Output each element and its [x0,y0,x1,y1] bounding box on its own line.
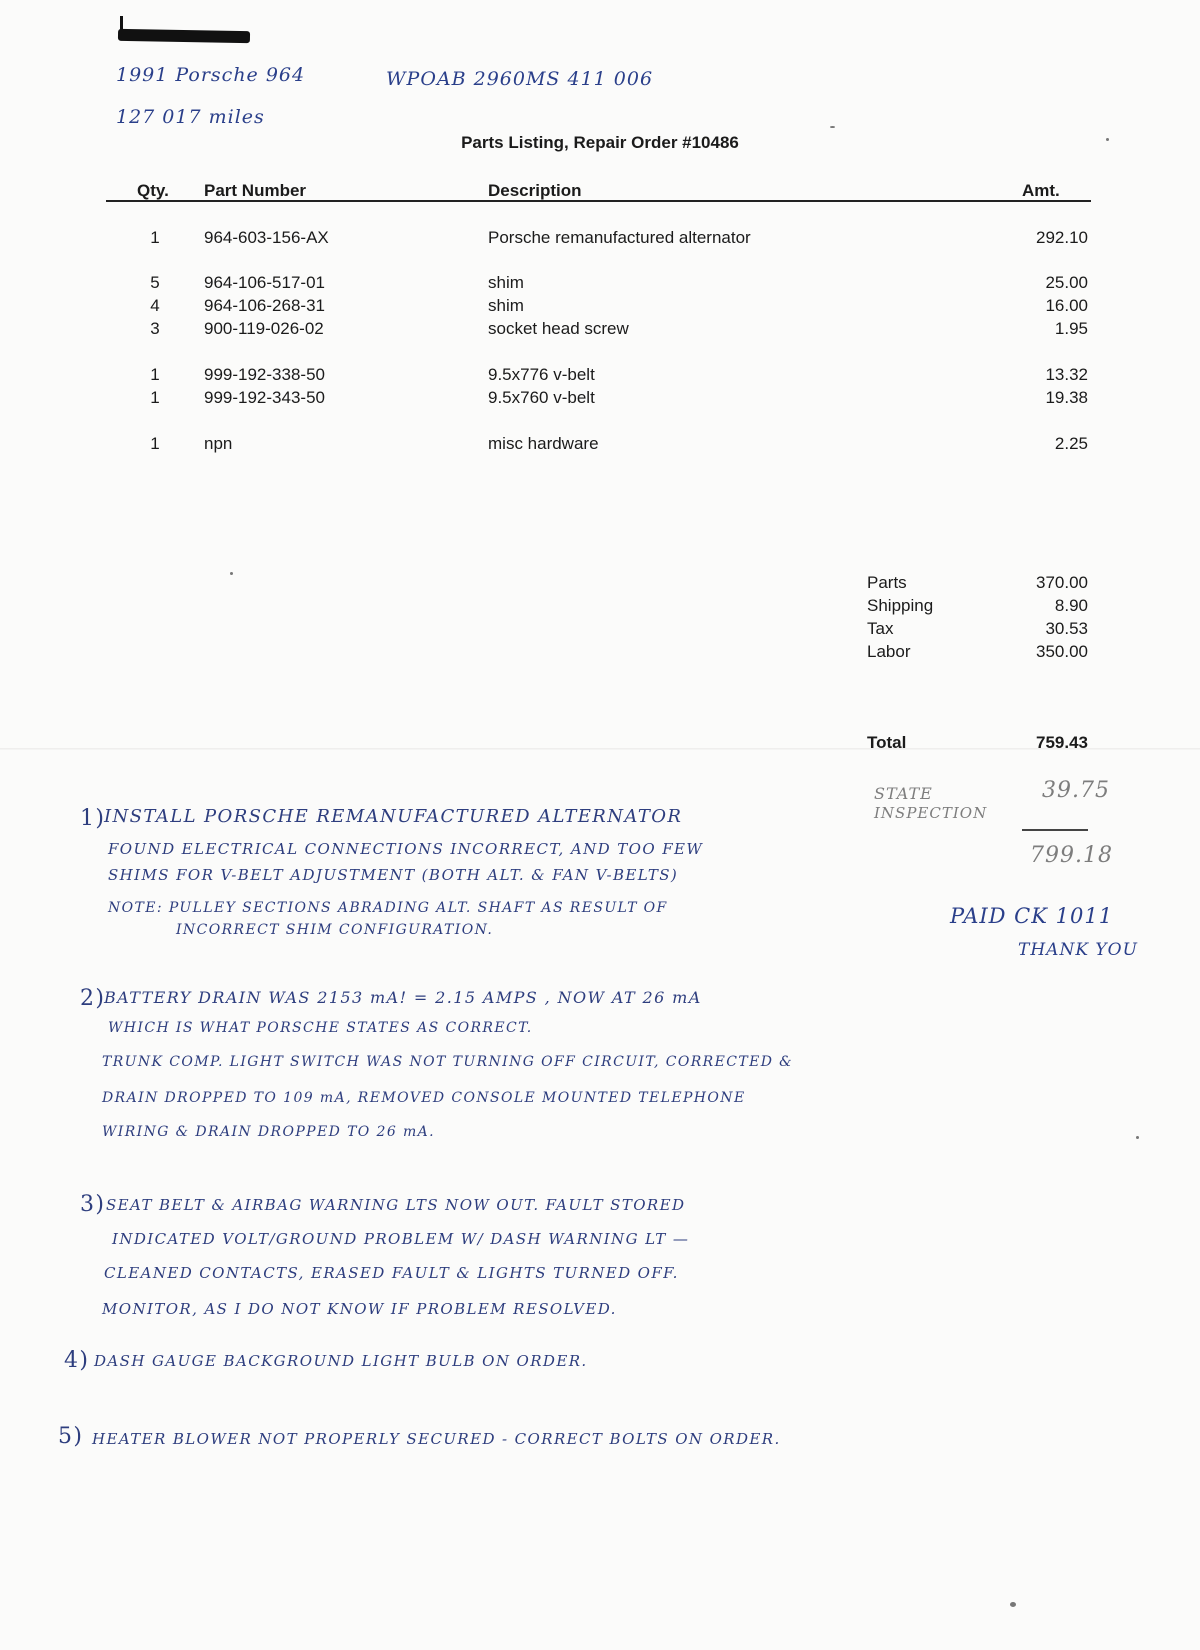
vin-note: WPOAB 2960MS 411 006 [386,68,654,90]
table-row [0,365,1200,387]
note-line: WHICH IS WHAT PORSCHE STATES AS CORRECT. [108,1020,533,1036]
note-line: INDICATED VOLT/GROUND PROBLEM W/ DASH WARNING LT — [112,1230,690,1248]
row-amount: 19.38 [1045,388,1088,407]
summary-label: Parts [867,573,907,592]
note-line: FOUND ELECTRICAL CONNECTIONS INCORRECT, AND TOO FEW [108,840,704,858]
summary-label: Shipping [867,596,934,615]
note-line: BATTERY DRAIN WAS 2153 mA! = 2.15 AMPS , NOW AT 26 mA [104,988,702,1007]
row-description: Porsche remanufactured alternator [488,228,751,247]
table-row [0,228,1200,250]
paid-note: PAID CK 1011 [950,904,1114,928]
summary-tax [0,619,1200,641]
header-rule [106,200,1091,202]
row-part-number: 964-106-268-31 [204,296,325,315]
header-description: Description [488,181,582,200]
row-amount: 292.10 [1036,228,1088,247]
summary-value: 370.00 [1036,573,1088,592]
note-line: INCORRECT SHIM CONFIGURATION. [176,922,494,938]
summary-value: 8.90 [1054,596,1088,615]
thank-you-note: THANK YOU [1018,940,1138,960]
vehicle-note: 1991 Porsche 964 [116,64,306,86]
summary-total [0,733,1200,755]
mileage-note: 127 017 miles [116,106,265,128]
row-qty: 1 [150,388,160,407]
note-line: DASH GAUGE BACKGROUND LIGHT BULB ON ORDER. [94,1352,588,1370]
note-line: WIRING & DRAIN DROPPED TO 26 mA. [102,1124,436,1140]
row-description: shim [488,296,524,315]
row-part-number: 964-603-156-AX [204,228,329,247]
summary-value: 350.00 [1036,642,1088,661]
state-inspection-amount: 39.75 [1042,778,1110,803]
summary-shipping [0,596,1200,618]
row-part-number: 999-192-343-50 [204,388,325,407]
row-amount: 13.32 [1045,365,1088,384]
row-part-number: 964-106-517-01 [204,273,325,292]
row-part-number: npn [204,434,233,453]
note-line: HEATER BLOWER NOT PROPERLY SECURED - CORRECT BOLTS ON ORDER. [92,1430,781,1448]
inspection-label: INSPECTION [874,804,988,822]
note-number: 5) [58,1424,84,1449]
row-description: shim [488,273,524,292]
note-line: DRAIN DROPPED TO 109 mA, REMOVED CONSOLE MOUNTED TELEPHONE [102,1090,746,1106]
note-number: 4) [64,1348,90,1373]
scan-speck [1106,138,1109,141]
row-part-number: 900-119-026-02 [204,319,324,338]
row-amount: 16.00 [1045,296,1088,315]
row-qty: 1 [150,228,160,247]
note-line: SEAT BELT & AIRBAG WARNING LTS NOW OUT. FAULT STORED [106,1196,686,1214]
row-qty: 1 [150,365,160,384]
row-amount: 25.00 [1045,273,1088,292]
note-line: NOTE: PULLEY SECTIONS ABRADING ALT. SHAFT AS RESULT OF [108,900,668,916]
row-qty: 5 [150,273,160,292]
row-description: socket head screw [488,319,629,338]
summary-label: Labor [867,642,911,661]
note-line: INSTALL PORSCHE REMANUFACTURED ALTERNATOR [104,806,683,827]
row-amount: 1.95 [1054,319,1088,338]
document-title: Parts Listing, Repair Order #10486 [461,133,739,152]
row-description: 9.5x760 v-belt [488,388,595,407]
table-row [0,388,1200,410]
summary-parts [0,573,1200,595]
scan-speck [230,572,233,575]
note-line: TRUNK COMP. LIGHT SWITCH WAS NOT TURNING OFF CIRCUIT, CORRECTED & [102,1054,794,1070]
scan-speck [1010,1602,1016,1607]
table-row [0,296,1200,318]
row-part-number: 999-192-338-50 [204,365,325,384]
table-row [0,434,1200,456]
grand-total: 799.18 [1030,843,1113,868]
row-qty: 4 [150,296,160,315]
note-number: 2) [80,986,106,1011]
summary-value: 759.43 [1036,733,1088,752]
row-qty: 1 [150,434,160,453]
row-amount: 2.25 [1054,434,1088,453]
note-line: MONITOR, AS I DO NOT KNOW IF PROBLEM RESOLVED. [102,1300,617,1318]
summary-value: 30.53 [1045,619,1088,638]
state-label: STATE [874,784,933,803]
row-description: 9.5x776 v-belt [488,365,595,384]
row-description: misc hardware [488,434,599,453]
note-line: SHIMS FOR V-BELT ADJUSTMENT (BOTH ALT. & FAN V-BELTS) [108,866,679,884]
redacted-name [118,29,250,43]
note-number: 3) [80,1192,106,1217]
summary-label: Tax [867,619,894,638]
scan-speck [830,126,835,128]
header-part-number: Part Number [204,181,307,200]
note-line: CLEANED CONTACTS, ERASED FAULT & LIGHTS TURNED OFF. [104,1264,679,1282]
note-number: 1) [80,806,106,831]
table-row [0,319,1200,341]
scan-speck [1136,1136,1139,1139]
header-qty: Qty. [137,181,169,200]
row-qty: 3 [150,319,160,338]
sum-rule [1022,829,1088,831]
summary-label: Total [867,733,907,752]
table-row [0,273,1200,295]
header-amount: Amt. [1022,181,1060,200]
summary-labor [0,642,1200,664]
